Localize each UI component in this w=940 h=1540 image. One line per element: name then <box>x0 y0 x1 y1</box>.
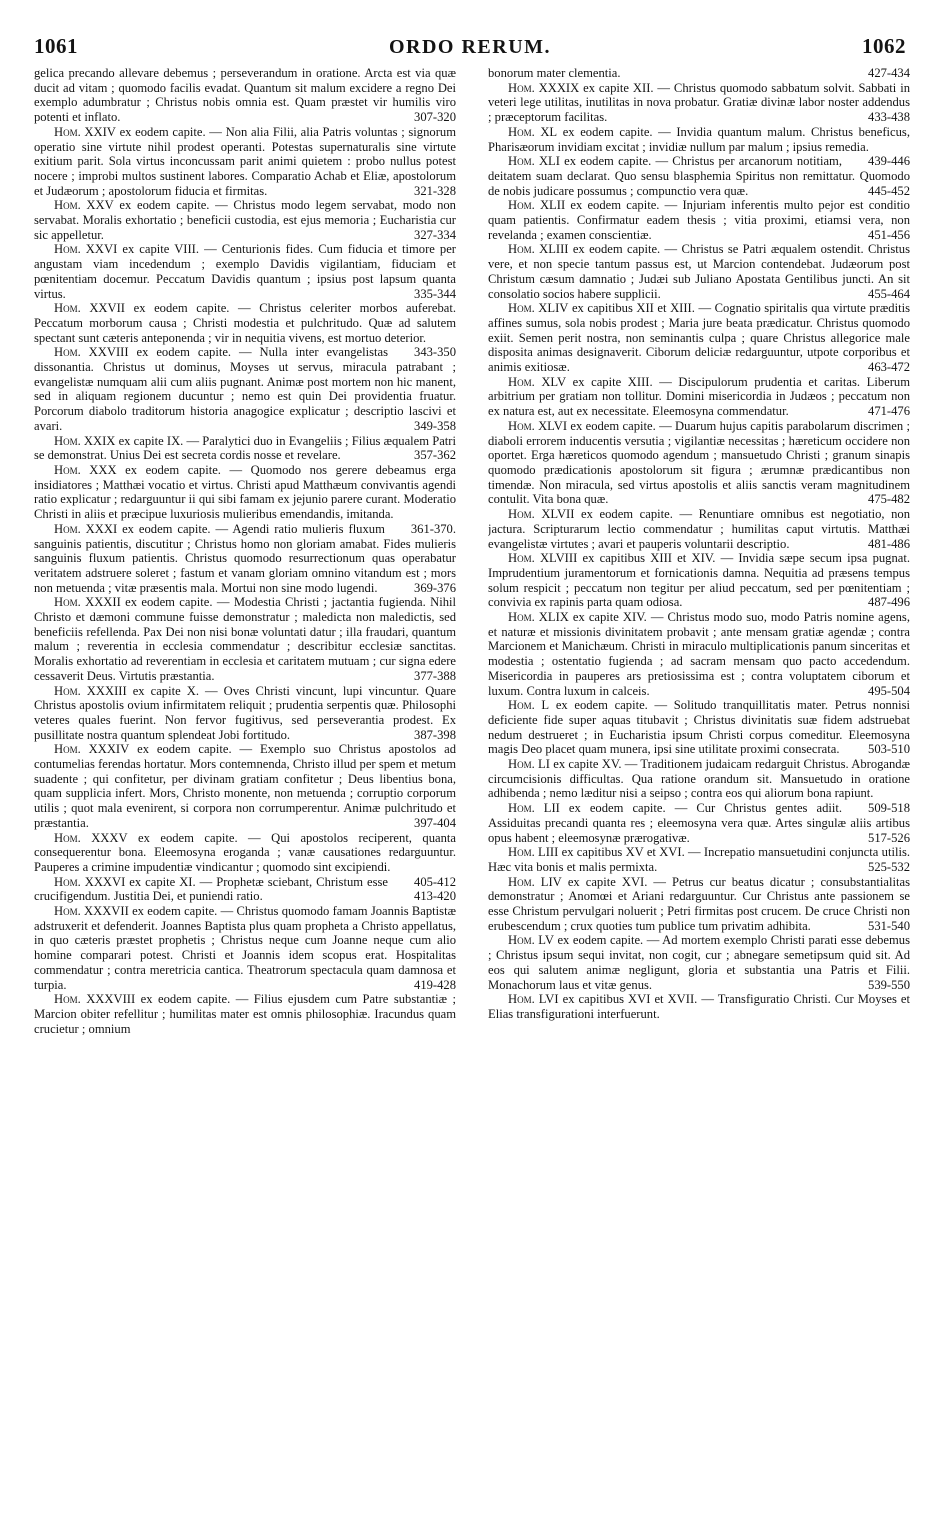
page-range: 405-412 <box>414 874 456 889</box>
homily-label: Hom. XLI <box>508 154 560 169</box>
page-range: 531-540 <box>868 918 910 933</box>
index-entry <box>488 992 910 1021</box>
entry-text: ex eodem capite. — Solitudo tranquillitatis mater. Petrus nonnisi deficiente fide super aquas titubavit ; Christus divinitatis suæ fidem adstruebat nedum destrueret ; in Eucharistia ipsum Christi corpus comeditur. Eleemosyna magis Deo placet quam munera, ipsi sine utilitate proximi consecrata. <box>488 698 910 757</box>
index-entry <box>488 933 910 992</box>
entry-text: ex capite IX. — Paralytici duo in Evangeliis ; Filius æqualem Patri se demonstrat. Unius Dei est secreta cordis nosse et revelare. <box>34 433 456 463</box>
page-range: 327-334 <box>414 227 456 242</box>
page-range: 525-532 <box>868 859 910 874</box>
page-range: 455-464 <box>868 286 910 301</box>
homily-label: Hom. LI <box>508 757 550 772</box>
index-entry <box>34 242 456 301</box>
entry-text: ex capite XIV. — Christus modo suo, modo Patris nomine agens, et naturæ et missionis divinitatem probavit ; ante mensam gratiæ agendæ ; contra Marcionem et Manichæum. Christi in miraculo multiplicationis panum sinceritas et modestia ; ostentatio fugienda ; ad sacram mensam quo pacto accedendum. Misericordia in pauperes ars pretiosissima est ; contra voluptatem ciborum et luxum. Contra luxum in calceis. <box>488 610 910 698</box>
index-entry <box>488 66 910 81</box>
index-entry <box>34 125 456 199</box>
page-range: 307-320 <box>414 110 456 125</box>
page-range: 343-350 <box>414 345 456 360</box>
index-entry <box>488 198 910 242</box>
homily-label: Hom. LIV <box>508 874 562 889</box>
running-title: ORDO RERUM. <box>388 36 552 58</box>
homily-label: Hom. XLII <box>508 198 566 213</box>
entry-text: ex eodem capite. — Invidia quantum malum. Christus beneficus, Pharisæorum invidiam excitat ; invidiæ nullum par malum ; ipsius remedia. <box>488 124 910 154</box>
index-entry <box>488 845 910 874</box>
page-range: 495-504 <box>868 683 910 698</box>
index-entry <box>34 684 456 743</box>
page-range: 503-510 <box>868 742 910 757</box>
entry-text: ex eodem capite. — Injuriam inferentis multo pejor est conditio quam patientis. Confirmatur eadem thesis ; vitia proximi, etiamsi vera, non revelanda ; examen conscientiæ. <box>488 198 910 242</box>
page-range: 361-370. <box>410 521 456 536</box>
entry-text: ex eodem capite. — Cur Christus gentes adiit. Assiduitas precandi quanta res ; eleemosyna vera quæ. Artes singulæ aliis artibus opus habent ; eleemosynæ prærogativæ. <box>488 801 910 845</box>
homily-label: Hom. XLIX <box>508 610 569 625</box>
page-range: 475-482 <box>868 492 910 507</box>
entry-text: ex capite XIII. — Discipulorum prudentia et caritas. Liberum arbitrium per gratiam non tollitur. Domini misericordia in Judæos ; peccatum non ex natura est, aut ex necessitate. Eleemosyna commendatur. <box>488 374 910 419</box>
index-entry <box>488 301 910 375</box>
page-range: 321-328 <box>414 183 456 198</box>
homily-label: Hom. XXXII <box>54 595 121 610</box>
entry-text: ex capitibus XVI et XVII. — Transfiguratio Christi. Cur Moyses et Elias transfigurationi interfuerunt. <box>488 992 910 1021</box>
right-page-number: 1062 <box>861 34 906 58</box>
page-range: 539-550 <box>868 977 910 992</box>
page-range: 369-376 <box>414 580 456 595</box>
page-range: 419-428 <box>414 977 456 992</box>
page-range: 445-452 <box>868 183 910 198</box>
homily-label: Hom. XXXVI <box>54 874 126 889</box>
entry-text: ex eodem capite. — Exemplo suo Christus apostolos ad contumelias ferendas hortatur. Mors contemnenda, Christo illud per spem et metum suadente ; qui confitetur, per divinam gratiam confitetur ; Deus libentius bona, quam supplicia infert. Mors, Christo monente, non metuenda ; corruptio corporum utilis ; quot mala evenirent, si corpora non corrumperentur. Animæ pulchritudo et præstantia. <box>34 742 456 830</box>
index-entry <box>34 434 456 463</box>
left-page-number: 1061 <box>34 34 78 58</box>
homily-label: Hom. XXXIX <box>508 80 580 95</box>
page-range: 463-472 <box>868 360 910 375</box>
entry-text: ex capite VIII. — Centurionis fides. Cum fiducia et timore per angustam viam incedendum ; exemplo Davidis vigilantiam, fiduciam et pœnitentiam docemur. Peccatum Davidis quantum ; ipsius post lapsum quanta virtus. <box>34 242 456 301</box>
entry-text: bonorum mater clementia. <box>488 66 621 80</box>
page-range: 397-404 <box>414 815 456 830</box>
index-entry <box>34 742 456 830</box>
homily-label: Hom. XXIV <box>54 124 116 139</box>
entry-text: ex eodem capite. — Christus per arcanorum notitiam, deitatem suam declarat. Quo sensu blasphemia Spiritus non remittatur. Quomodo de nobis judicare possumus ; compunctio vera quæ. <box>488 154 910 198</box>
entry-text: ex eodem capite. — Christus quomodo famam Joannis Baptistæ adstruxerit et defenderit. Joannes Baptista plus quam propheta a Christo appellatus, in quo cæteris præstet prophetis ; Christus neque cum Joanne neque cum alio homine comparari potest. Christi et Joannis idem scopus erat. Hospitalitas commendatur ; contra meretricia cantica. Theatrorum spectacula quam damnosa et turpia. <box>34 904 456 992</box>
homily-label: Hom. XLVI <box>508 418 568 433</box>
index-entry <box>34 904 456 992</box>
homily-label: Hom. LV <box>508 933 554 948</box>
homily-label: Hom. XXXI <box>54 521 118 536</box>
homily-label: Hom. XXVI <box>54 242 118 257</box>
index-entry <box>34 992 456 1036</box>
homily-label: Hom. XXX <box>54 462 117 477</box>
homily-label: Hom. XXXVII <box>54 904 129 919</box>
index-entry <box>34 595 456 683</box>
homily-label: Hom. XXIX <box>54 433 116 448</box>
page-range: 471-476 <box>868 404 910 419</box>
entry-text: ex eodem capite. — Quomodo nos gerere debeamus erga insidiatores ; Matthæi vocatio et virtus. Christi apud Matthæum convivantis agendi ratio explicatur ; redarguuntur ii qui sibi famam ex jejunio parere curant. Moderatio Christi in aliis et præcipue luxuriosis mulieribus emendandis, imitanda. <box>34 462 456 522</box>
homily-label: Hom. XXXVIII <box>54 992 136 1007</box>
entry-text: ex capitibus XII et XIII. — Cognatio spiritalis qua virtute præditis affines sumus, sola nobis prodest ; Maria jure beata prædicatur. Christus quomodo exiit. Semen perit nostra, non seminantis culpa ; quare Christus allegorice male disposita animas designaverit. Ciborum deliciæ redarguuntur, utpote corporibus et animis exitiosæ. <box>488 301 910 375</box>
homily-label: Hom. XXXV <box>54 830 128 845</box>
page-range: 433-438 <box>868 110 910 125</box>
index-entry <box>488 551 910 610</box>
entry-text: ex eodem capite. — Duarum hujus capitis parabolarum discrimen ; diaboli errorem inducentis versutia ; vigilantiæ necessitas ; hæreticum occidere non oportet. Erga hæreticos quomodo agendum ; mansuetudo Christi ; granum sinapis quomodo prædicationis apostolorum sit figura ; ærumnæ prædicantibus non timendæ. Non miracula, sed virtus apostolis et aliis sanctis veram magnitudinem contulit. Vita bona quæ. <box>488 418 910 507</box>
entry-text: ex eodem capite. — Renuntiare omnibus est negotiatio, non jactura. Scripturarum lectio commendatur ; humilitas caput virtutis. Matthæi evangelistæ virtutes ; avari et pauperis voluntarii descriptio. <box>488 507 910 551</box>
homily-label: Hom. XLV <box>508 374 567 389</box>
entry-text: ex capite XVI. — Petrus cur beatus dicatur ; consubstantialitas demonstratur ; Anomœi et Ariani redarguuntur. Cur Christus ante passionem se esse Christum pervulgari noluerit ; Petri firmitas post crucem. De cruce Christi non erubescendum ; crux quoties tum publice tum privatim adhibita. <box>488 874 910 933</box>
homily-label: Hom. XLVIII <box>508 551 578 566</box>
page-range: 349-358 <box>414 418 456 433</box>
index-entry <box>34 66 456 125</box>
entry-text: ex eodem capite. — Non alia Filii, alia Patris voluntas ; signorum operatio sine virtute nihil prodest operanti. Potestas supernaturalis sine virtute exitium parit. Sola virtus inconcussam parit animi quietem : probo nullus potest nocere ; improbi multos sustinent labores. Comparatio Achab et Eliæ, apostolorum et Judæorum ; apostolorum fiducia et firmitas. <box>34 124 456 198</box>
entry-text: ex capitibus XV et XVI. — Increpatio mansuetudini conjuncta utilis. Hæc vita bonis et malis permixta. <box>488 845 910 874</box>
entry-text: ex eodem capite. — Agendi ratio mulieris fluxum sanguinis patientis, discutitur ; Christus homo non gloriam amabat. Fides mulieris sanguinis fluxum patientis. Christus quomodo resurrectionum quas operabatur veritatem adstruere soleret ; fastum et vanam gloriam omnino vitandum est ; mors non metuenda ; vitæ præsentis mala. Mortui non sine modo lugendi. <box>34 521 456 595</box>
entry-text: ex eodem capite. — Nulla inter evangelistas dissonantia. Christus ut dominus, Moyses ut servus, miracula patrabant ; evangelistæ numquam alii cum aliis pugnant. Animæ post mortem non hic manent, sed in aliquam regionem ducuntur ; nemo est quin Dei providentia fruatur. Porcorum diabolo traditorum historia anagogice explicatur ; descriptio lascivi et avari. <box>34 345 456 433</box>
page-range: 439-446 <box>868 154 910 169</box>
page-range: 335-344 <box>414 286 456 301</box>
index-entry <box>488 242 910 301</box>
page-range: 481-486 <box>868 536 910 551</box>
page-range: 509-518 <box>868 801 910 816</box>
entry-text: ex eodem capite. — Qui apostolos reciperent, quanta consequerentur bona. Eleemosyna eroganda ; vanæ causationes redarguuntur. Pauperes a crimine impudentiæ vindicantur ; quomodo sint excipiendi. <box>34 830 456 874</box>
running-head <box>34 34 906 64</box>
homily-label: Hom. XXVIII <box>54 345 129 360</box>
entry-text: ex capite XII. — Christus quomodo sabbatum solvit. Sabbati in veteri lege utilitas, inutilitas in nova probatur. Gratiæ divinæ labor noster addendus ; præceptorum facilitas. <box>488 80 910 125</box>
entry-text: ex capite XI. — Prophetæ sciebant, Christum esse crucifigendum. Justitia Dei, et puniendi ratio. <box>34 874 389 904</box>
page-range: 387-398 <box>414 727 456 742</box>
left-column <box>34 66 456 1526</box>
homily-label: Hom. XLVII <box>508 507 575 522</box>
page-range: 451-456 <box>868 227 910 242</box>
index-columns <box>34 66 910 1526</box>
entry-text: ex capite XV. — Traditionem judaicam redarguit Christus. Abrogandæ circumcisionis difficultas. Qua ratione orandum sit. Mansuetudo in oratione adhibenda ; nemo læditur nisi a seipso ; contra eos qui aliorum bona rapiunt. <box>488 757 910 801</box>
entry-text: ex eodem capite. — Ad mortem exemplo Christi parati esse debemus ; Christus ipsum sequi invitat, non cogit, cur ; abnegare semetipsum quid sit. Ad eos qui salutem animæ negligunt, gloria et substantia una Patris et Filii. Monachorum laus et vitæ genus. <box>488 933 910 992</box>
index-entry <box>488 507 910 551</box>
homily-label: Hom. XL <box>508 124 558 139</box>
entry-text: ex capitibus XIII et XIV. — Invidia sæpe secum ipsa pugnat. Imprudentium juramentorum et fornicationis damna. Nequitia ad præsens tempus solum respicit ; peccatum non tegitur per aliud peccatum, sed per pœnitentiam ; convivia ex rapinis parta quam odiosa. <box>488 551 910 610</box>
page-range: 357-362 <box>414 448 456 463</box>
right-column <box>488 66 910 1526</box>
entry-text: ex eodem capite. — Christus se Patri æqualem ostendit. Christus vere, et non specie tantum passus est, ut Marcion contendebat. Judæorum post Christum cæsum damnatio ; Judæi sub Juliano Apostata Gentilibus juncti. An sit consolatio socios habere supplicii. <box>488 242 910 301</box>
entry-text: ex eodem capite. — Modestia Christi ; jactantia fugienda. Nihil Christo et dæmoni commune fuisse demonstratur ; maledicta non maledictis, sed beneficiis refellenda. Pax Dei non nisi bonæ voluntati datur ; illa fraudari, quantum malum ; reverentia in ecclesia commendatur ; describitur ecclesiæ sanctitas. Moralis exhortatio ad reverentiam in ecclesia et caritatem mutuam ; cur signa edere cessaverit Deus. Virtutis præstantia. <box>34 595 456 683</box>
index-entry <box>488 610 910 698</box>
page-range: 487-496 <box>868 595 910 610</box>
homily-label: Hom. L <box>508 698 550 713</box>
homily-label: Hom. XLIV <box>508 301 569 316</box>
page-range: 517-526 <box>868 830 910 845</box>
homily-label: Hom. LVI <box>508 992 559 1007</box>
index-entry <box>488 375 910 419</box>
index-entry <box>34 198 456 242</box>
homily-label: Hom. XLIII <box>508 242 569 257</box>
homily-label: Hom. XXVII <box>54 301 126 316</box>
index-entry <box>488 875 910 934</box>
page-range: 377-388 <box>414 668 456 683</box>
homily-label: Hom. LIII <box>508 845 559 860</box>
index-entry <box>488 81 910 125</box>
page-range: 427-434 <box>868 66 910 80</box>
entry-text: ex eodem capite. — Filius ejusdem cum Patre substantiæ ; Marcion obiter refellitur ; humilitas mater est omnis philosophiæ. Iracundus quam crucietur ; omnium <box>34 992 456 1036</box>
homily-label: Hom. XXXIV <box>54 742 130 757</box>
homily-label: Hom. LII <box>508 801 560 816</box>
entry-text: ex eodem capite. — Christus celeriter morbos auferebat. Peccatum morborum causa ; Christi modestia et pulchritudo. Quæ ad salutem spectant sunt cæteris anteponenda ; vir in nequitia vivens, est mortuo deterior. <box>34 301 456 345</box>
entry-text: ex capite X. — Oves Christi vincunt, lupi vincuntur. Quare Christus apostolis ovium infirmitatem reliquit ; prudentia serpentis quæ. Philosophi veteres quales fuerint. Non fervor fugitivus, sed perseverantia prodest. Ex pusillitate nostra quantum splendeat Jobi fortitudo. <box>34 683 456 742</box>
homily-label: Hom. XXV <box>54 198 114 213</box>
homily-label: Hom. XXXIII <box>54 683 127 698</box>
index-entry <box>488 698 910 757</box>
page-range: 413-420 <box>414 889 456 904</box>
entry-text: ex eodem capite. — Christus modo legem servabat, modo non servabat. Moralis exhortatio ; beneficii custodia, est ejus memoria ; Eucharistia cur sic appelletur. <box>34 198 456 242</box>
entry-text: gelica precando allevare debemus ; perseverandum in oratione. Arcta est via quæ ducit ad vitam ; quomodo facilis evadat. Quantum sit malum excidere a regno Dei exemplo adumbratur ; Christus nobis omnia est. Quam præstet vir humilis viro potenti et inflato. <box>34 66 456 125</box>
index-entry <box>488 419 910 507</box>
